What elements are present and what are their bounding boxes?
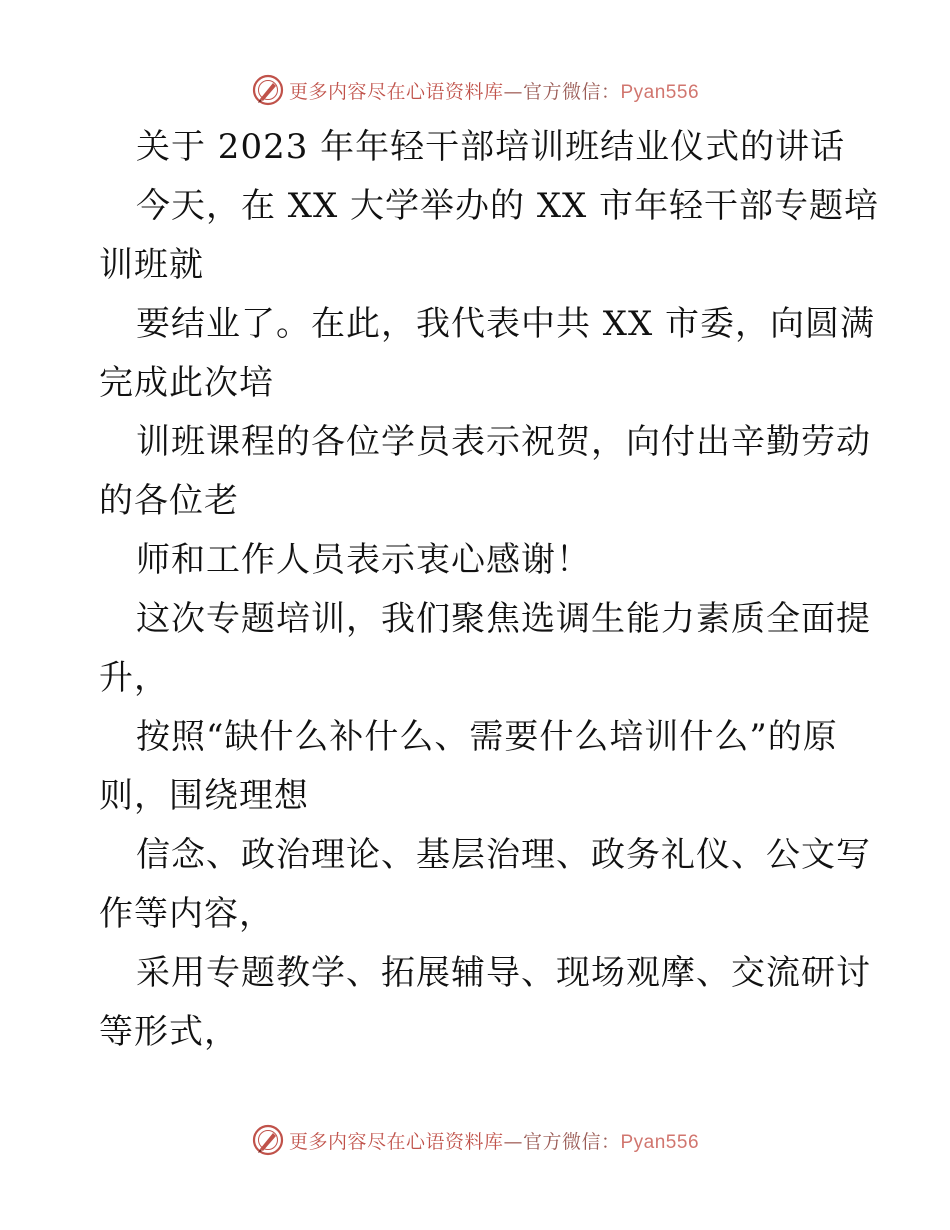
text-line: 信念、政治理论、基层治理、政务礼仪、公文写 (136, 835, 871, 875)
text-line: 按照“缺什么补什么、需要什么培训什么”的原 (136, 717, 838, 757)
text-line: 训班就 (99, 245, 204, 285)
banner-text (289, 1127, 699, 1154)
banner-wechat-label: 官方微信： (522, 80, 621, 103)
text-line: 采用专题教学、拓展辅导、现场观摩、交流研讨 (136, 953, 871, 993)
text-line: 等形式， (99, 1012, 239, 1052)
header-banner (0, 70, 950, 110)
text-line: 今天，在 XX 大学举办的 XX 市年轻干部专题培 (136, 186, 880, 226)
text-line: 训班课程的各位学员表示祝贺，向付出辛勤劳动 (136, 422, 871, 462)
text-line: 的各位老 (99, 481, 239, 521)
text-line: 则，围绕理想 (99, 776, 309, 816)
banner-main-text: 更多内容尽在心语资料库 (288, 1130, 504, 1153)
banner-dash: — (503, 1130, 523, 1153)
banner-wechat-id: Pyan556 (620, 81, 700, 103)
text-line: 作等内容， (99, 894, 274, 934)
text-line: 关于 2023 年年轻干部培训班结业仪式的讲话 (136, 127, 846, 167)
text-line: 完成此次培 (99, 363, 274, 403)
document-body (99, 118, 880, 1062)
pen-logo-icon (251, 1123, 285, 1157)
footer-banner (0, 1120, 950, 1160)
banner-dash: — (503, 80, 523, 103)
banner-text (289, 77, 699, 104)
text-line: 要结业了。在此，我代表中共 XX 市委，向圆满 (136, 304, 876, 344)
text-line: 升， (99, 658, 169, 698)
banner-wechat-id: Pyan556 (620, 1131, 700, 1153)
text-line: 这次专题培训，我们聚焦选调生能力素质全面提 (136, 599, 871, 639)
banner-main-text: 更多内容尽在心语资料库 (288, 80, 504, 103)
pen-logo-icon (251, 73, 285, 107)
banner-wechat-label: 官方微信： (522, 1130, 621, 1153)
text-line: 师和工作人员表示衷心感谢！ (136, 540, 591, 580)
